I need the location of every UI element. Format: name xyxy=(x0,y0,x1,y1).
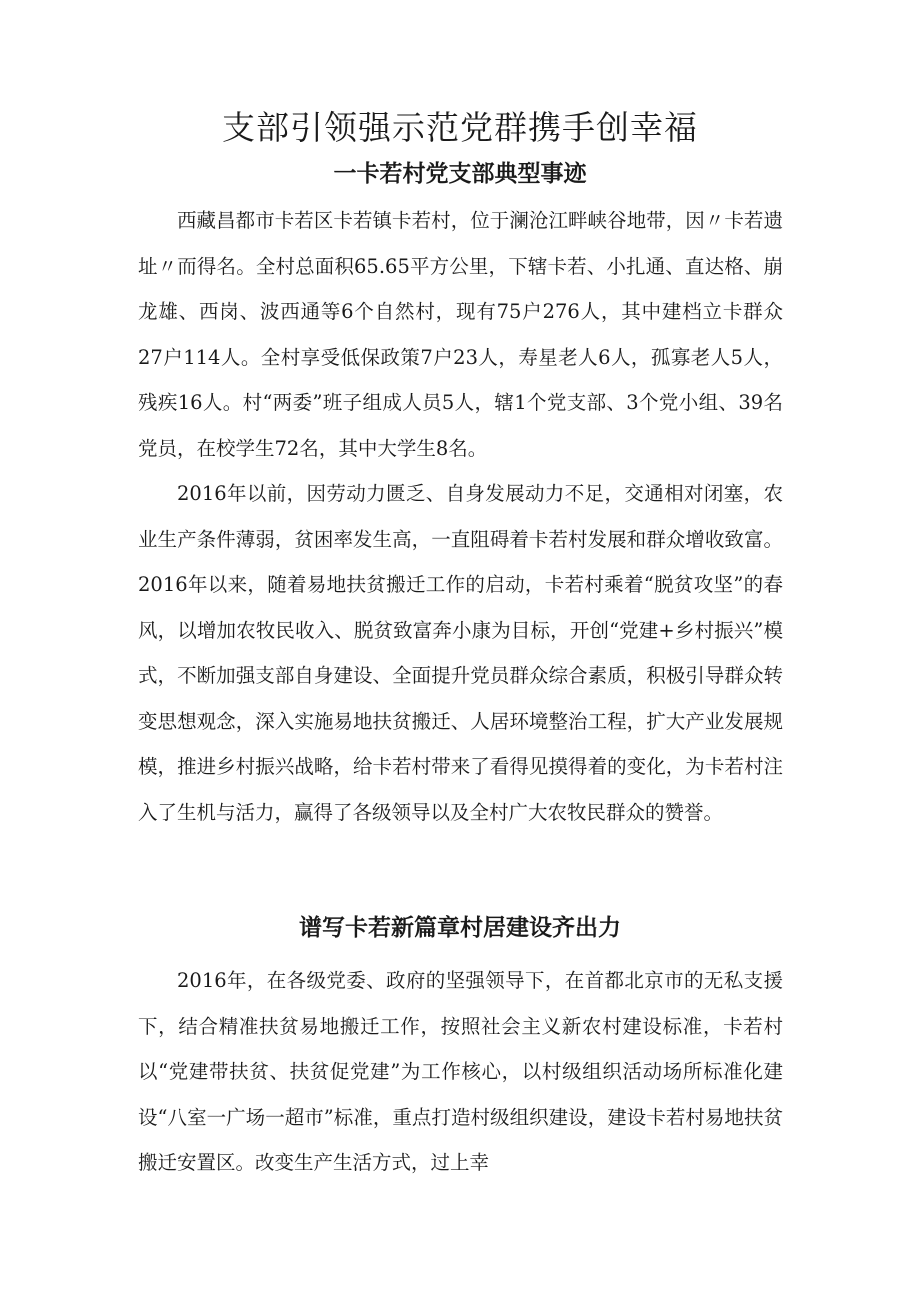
body-paragraph: 2016年以前，因劳动力匮乏、自身发展动力不足，交通相对闭塞，农业生产条件薄弱，贫困率发生高，一直阻碍着卡若村发展和群众增收致富。2016年以来，随着易地扶贫搬迁工作的启动，卡若村乘着“脱贫攻坚”的春风，以增加农牧民收入、脱贫致富奔小康为目标，开创“党建+乡村振兴”模式，不断加强支部自身建设、全面提升党员群众综合素质，积极引导群众转变思想观念，深入实施易地扶贫搬迁、人居环境整治工程，扩大产业发展规模，推进乡村振兴战略，给卡若村带来了看得见摸得着的变化，为卡若村注入了生机与活力，赢得了各级领导以及全村广大农牧民群众的赞誉。 xyxy=(138,482,783,824)
intro-body xyxy=(138,198,783,835)
section-heading: 谱写卡若新篇章村居建设齐出力 xyxy=(299,915,621,941)
document-subtitle: 一卡若村党支部典型事迹 xyxy=(333,161,587,187)
section-body xyxy=(138,958,783,1186)
body-paragraph: 2016年，在各级党委、政府的坚强领导下，在首都北京市的无私支援下，结合精准扶贫易地搬迁工作，按照社会主义新农村建设标准，卡若村以“党建带扶贫、扶贫促党建”为工作核心，以村级组织活动场所标准化建设“八室一广场一超市”标准，重点打造村级组织建设，建设卡若村易地扶贫搬迁安置区。改变生产生活方式，过上幸 xyxy=(138,969,783,1174)
document-title: 支部引领强示范党群携手创幸福 xyxy=(222,108,698,147)
body-paragraph: 西藏昌都市卡若区卡若镇卡若村，位于澜沧江畔峡谷地带，因〃卡若遗址〃而得名。全村总面积65.65平方公里，下辖卡若、小扎通、直达格、崩龙雄、西岗、波西通等6个自然村，现有75户276人，其中建档立卡群众27户114人。全村享受低保政策7户23人，寿星老人6人，孤寡老人5人，残疾16人。村“两委”班子组成人员5人，辖1个党支部、3个党小组、39名党员，在校学生72名，其中大学生8名。 xyxy=(138,209,783,460)
